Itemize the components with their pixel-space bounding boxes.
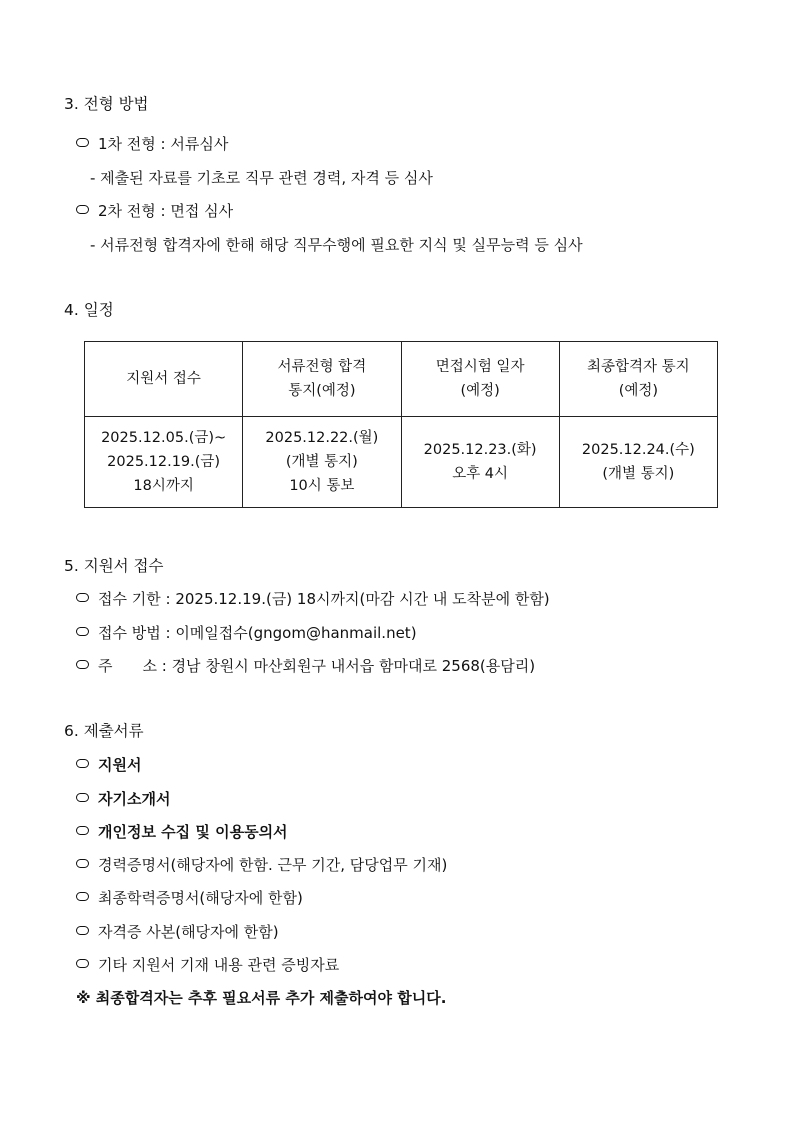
header-line: 지원서 접수 [126, 371, 201, 387]
table-cell [85, 417, 243, 508]
cell-line: 2025.12.24.(수) [581, 442, 695, 458]
section-5-title: 5. 지원서 접수 [64, 557, 164, 575]
list-item [76, 789, 170, 809]
header-line: 최종합격자 통지 [587, 359, 690, 375]
cell-line: 2025.12.22.(월) [265, 430, 379, 446]
circle-bullet-icon [76, 593, 89, 602]
section-3-title: 3. 전형 방법 [64, 95, 149, 113]
circle-bullet-icon [76, 759, 89, 768]
cell-line: 2025.12.05.(금)~ [101, 430, 227, 446]
header-line: (예정) [618, 383, 659, 399]
cell-line: 2025.12.19.(금) [107, 454, 221, 470]
header-line: 통지(예정) [288, 383, 356, 399]
table-header-cell [559, 342, 717, 417]
list-item [76, 623, 417, 643]
list-item [76, 589, 550, 609]
list-item-text: 최종학력증명서(해당자에 한함) [98, 889, 303, 907]
circle-bullet-icon [76, 859, 89, 868]
list-item-text: 1차 전형 : 서류심사 [98, 135, 229, 153]
circle-bullet-icon [76, 826, 89, 835]
cell-line: 2025.12.23.(화) [423, 442, 537, 458]
circle-bullet-icon [76, 959, 89, 968]
cell-line: 10시 통보 [289, 478, 355, 494]
circle-bullet-icon [76, 205, 89, 214]
list-item [76, 201, 233, 221]
header-line: (예정) [460, 383, 500, 399]
schedule-table [84, 341, 718, 508]
list-item-text: 개인정보 수집 및 이용동의서 [98, 823, 288, 841]
list-item-detail: - 서류전형 합격자에 한해 해당 직무수행에 필요한 지식 및 실무능력 등 심사 [90, 236, 583, 254]
section-4-title: 4. 일정 [64, 301, 114, 319]
table-header-cell [85, 342, 243, 417]
list-item-text: 접수 기한 : 2025.12.19.(금) 18시까지(마감 시간 내 도착분에 한함) [98, 590, 550, 608]
header-line: 면접시험 일자 [435, 359, 525, 375]
table-header-cell [243, 342, 401, 417]
list-item [76, 955, 339, 975]
table-cell [401, 417, 559, 508]
list-item-text: 주 소 : 경남 창원시 마산회원구 내서읍 함마대로 2568(용담리) [98, 657, 536, 675]
list-item-text: 2차 전형 : 면접 심사 [98, 202, 234, 220]
cell-line: 오후 4시 [452, 466, 509, 482]
list-item-text: 접수 방법 : 이메일접수(gngom@hanmail.net) [98, 624, 417, 642]
circle-bullet-icon [76, 793, 89, 802]
header-line: 서류전형 합격 [277, 359, 367, 375]
cell-line: 18시까지 [133, 478, 194, 494]
circle-bullet-icon [76, 660, 89, 669]
circle-bullet-icon [76, 926, 89, 935]
circle-bullet-icon [76, 627, 89, 636]
notice-text: ※ 최종합격자는 추후 필요서류 추가 제출하여야 합니다. [76, 989, 447, 1007]
list-item [76, 755, 141, 775]
list-item-text: 지원서 [98, 756, 142, 774]
circle-bullet-icon [76, 892, 89, 901]
list-item [76, 134, 228, 154]
list-item [76, 822, 288, 842]
list-item-text: 기타 지원서 기재 내용 관련 증빙자료 [98, 956, 340, 974]
list-item [76, 922, 279, 942]
cell-line: (개별 통지) [285, 454, 358, 470]
table-header-row [85, 342, 718, 417]
table-header-cell [401, 342, 559, 417]
list-item [76, 855, 447, 875]
list-item-text: 자격증 사본(해당자에 한함) [98, 923, 279, 941]
circle-bullet-icon [76, 138, 89, 147]
table-row [85, 417, 718, 508]
list-item-detail: - 제출된 자료를 기초로 직무 관련 경력, 자격 등 심사 [90, 169, 433, 187]
list-item [76, 656, 535, 676]
section-6-title: 6. 제출서류 [64, 722, 144, 740]
list-item-text: 자기소개서 [98, 790, 171, 808]
table-cell [559, 417, 717, 508]
table-cell [243, 417, 401, 508]
list-item-text: 경력증명서(해당자에 한함. 근무 기간, 담당업무 기재) [98, 856, 448, 874]
list-item [76, 888, 303, 908]
cell-line: (개별 통지) [602, 466, 675, 482]
